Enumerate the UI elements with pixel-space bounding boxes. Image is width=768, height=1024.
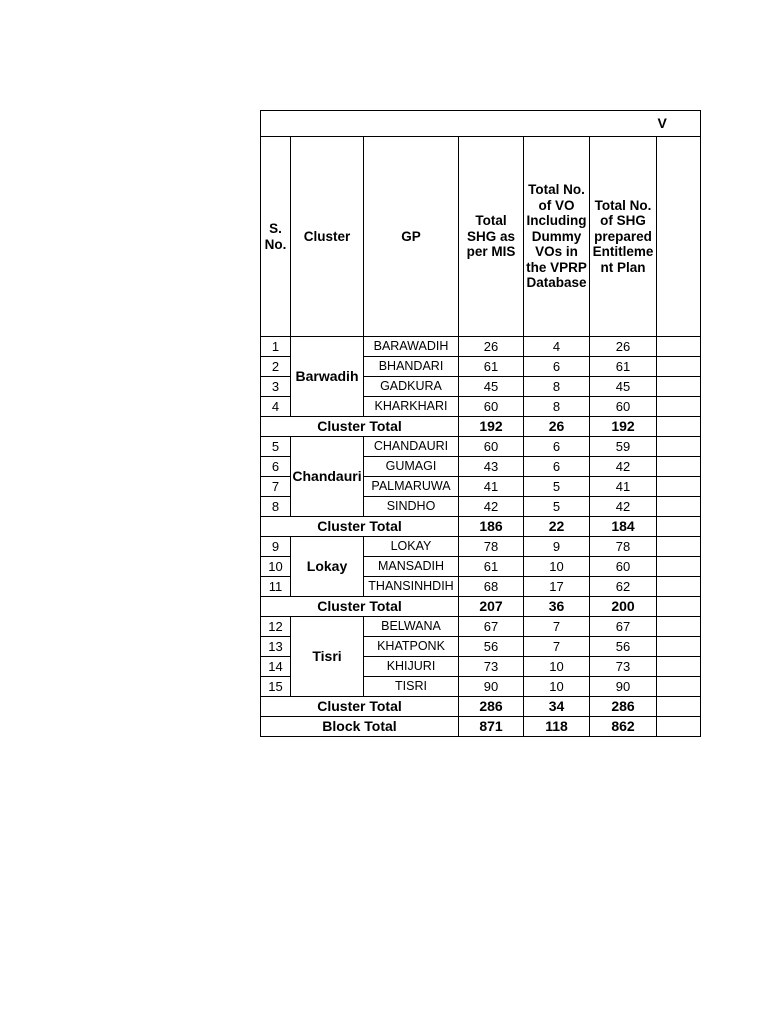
sno-cell: 7 [261, 477, 291, 497]
overflow-cell [657, 477, 701, 497]
overflow-cell [657, 577, 701, 597]
header-overflow [657, 137, 701, 337]
total-vo-cell: 6 [524, 437, 590, 457]
table-viewport [260, 110, 667, 750]
cluster-total-row [261, 517, 701, 537]
cluster-total-vo: 26 [524, 417, 590, 437]
cluster-total-row [261, 417, 701, 437]
total-shg-cell: 90 [459, 677, 524, 697]
overflow-cell [657, 517, 701, 537]
shg-plan-cell: 60 [590, 397, 657, 417]
gp-cell: BARAWADIH [364, 337, 459, 357]
overflow-cell [657, 617, 701, 637]
total-shg-cell: 61 [459, 557, 524, 577]
title-row [261, 111, 701, 137]
gp-cell: LOKAY [364, 537, 459, 557]
header-sno: S. No. [261, 137, 291, 337]
table-title: V [657, 111, 701, 137]
overflow-cell [657, 677, 701, 697]
shg-plan-cell: 62 [590, 577, 657, 597]
gp-cell: PALMARUWA [364, 477, 459, 497]
gp-cell: SINDHO [364, 497, 459, 517]
block-total-shg: 871 [459, 717, 524, 737]
gp-cell: TISRI [364, 677, 459, 697]
total-shg-cell: 60 [459, 397, 524, 417]
overflow-cell [657, 637, 701, 657]
sno-cell: 8 [261, 497, 291, 517]
shg-plan-cell: 60 [590, 557, 657, 577]
overflow-cell [657, 557, 701, 577]
total-vo-cell: 5 [524, 477, 590, 497]
overflow-cell [657, 597, 701, 617]
gp-cell: MANSADIH [364, 557, 459, 577]
total-vo-cell: 4 [524, 337, 590, 357]
header-row [261, 137, 701, 337]
gp-cell: BHANDARI [364, 357, 459, 377]
total-vo-cell: 10 [524, 557, 590, 577]
total-vo-cell: 9 [524, 537, 590, 557]
cluster-total-plan: 192 [590, 417, 657, 437]
cluster-total-shg: 207 [459, 597, 524, 617]
total-vo-cell: 8 [524, 377, 590, 397]
total-shg-cell: 73 [459, 657, 524, 677]
cluster-total-vo: 34 [524, 697, 590, 717]
header-gp: GP [364, 137, 459, 337]
shg-plan-cell: 56 [590, 637, 657, 657]
sno-cell: 3 [261, 377, 291, 397]
gp-cell: GADKURA [364, 377, 459, 397]
sno-cell: 11 [261, 577, 291, 597]
shg-plan-cell: 78 [590, 537, 657, 557]
overflow-cell [657, 437, 701, 457]
cluster-name-cell: Lokay [291, 537, 364, 597]
shg-plan-cell: 45 [590, 377, 657, 397]
total-vo-cell: 8 [524, 397, 590, 417]
cluster-total-shg: 192 [459, 417, 524, 437]
cluster-total-label: Cluster Total [261, 517, 459, 537]
gp-cell: KHIJURI [364, 657, 459, 677]
cluster-total-vo: 36 [524, 597, 590, 617]
total-vo-cell: 10 [524, 677, 590, 697]
table-row [261, 617, 701, 637]
overflow-cell [657, 537, 701, 557]
gp-cell: CHANDAURI [364, 437, 459, 457]
cluster-total-shg: 286 [459, 697, 524, 717]
total-shg-cell: 67 [459, 617, 524, 637]
cluster-total-row [261, 597, 701, 617]
block-total-plan: 862 [590, 717, 657, 737]
sno-cell: 15 [261, 677, 291, 697]
sno-cell: 9 [261, 537, 291, 557]
cluster-total-shg: 186 [459, 517, 524, 537]
cluster-total-plan: 184 [590, 517, 657, 537]
gp-cell: BELWANA [364, 617, 459, 637]
block-total-label: Block Total [261, 717, 459, 737]
total-shg-cell: 56 [459, 637, 524, 657]
gp-cell: GUMAGI [364, 457, 459, 477]
cluster-total-plan: 286 [590, 697, 657, 717]
shg-plan-cell: 73 [590, 657, 657, 677]
total-shg-cell: 42 [459, 497, 524, 517]
total-vo-cell: 5 [524, 497, 590, 517]
cluster-name-cell: Tisri [291, 617, 364, 697]
overflow-cell [657, 717, 701, 737]
cluster-total-plan: 200 [590, 597, 657, 617]
shg-plan-cell: 61 [590, 357, 657, 377]
cluster-name-cell: Chandauri [291, 437, 364, 517]
sno-cell: 2 [261, 357, 291, 377]
shg-plan-cell: 41 [590, 477, 657, 497]
overflow-cell [657, 417, 701, 437]
cluster-total-vo: 22 [524, 517, 590, 537]
sno-cell: 6 [261, 457, 291, 477]
total-vo-cell: 10 [524, 657, 590, 677]
total-vo-cell: 7 [524, 617, 590, 637]
total-shg-cell: 68 [459, 577, 524, 597]
sno-cell: 14 [261, 657, 291, 677]
gp-cell: KHARKHARI [364, 397, 459, 417]
sno-cell: 12 [261, 617, 291, 637]
total-vo-cell: 6 [524, 457, 590, 477]
shg-plan-cell: 90 [590, 677, 657, 697]
total-shg-cell: 43 [459, 457, 524, 477]
shg-plan-cell: 59 [590, 437, 657, 457]
overflow-cell [657, 657, 701, 677]
sno-cell: 4 [261, 397, 291, 417]
cluster-name-cell: Barwadih [291, 337, 364, 417]
sno-cell: 13 [261, 637, 291, 657]
overflow-cell [657, 457, 701, 477]
table-row [261, 437, 701, 457]
shg-plan-cell: 26 [590, 337, 657, 357]
overflow-cell [657, 697, 701, 717]
total-vo-cell: 17 [524, 577, 590, 597]
total-shg-cell: 60 [459, 437, 524, 457]
overflow-cell [657, 337, 701, 357]
gp-cell: KHATPONK [364, 637, 459, 657]
total-shg-cell: 78 [459, 537, 524, 557]
shg-plan-cell: 67 [590, 617, 657, 637]
block-total-row [261, 717, 701, 737]
sno-cell: 10 [261, 557, 291, 577]
shg-plan-cell: 42 [590, 497, 657, 517]
table-row [261, 537, 701, 557]
total-vo-cell: 7 [524, 637, 590, 657]
shg-plan-cell: 42 [590, 457, 657, 477]
table-row [261, 337, 701, 357]
gp-cell: THANSINHDIH [364, 577, 459, 597]
cluster-total-row [261, 697, 701, 717]
total-shg-cell: 41 [459, 477, 524, 497]
overflow-cell [657, 357, 701, 377]
block-total-vo: 118 [524, 717, 590, 737]
title-spacer [261, 111, 657, 137]
header-cluster: Cluster [291, 137, 364, 337]
total-vo-cell: 6 [524, 357, 590, 377]
header-shg-plan: Total No. of SHG prepared Entitleme nt Plan [590, 137, 657, 337]
shg-summary-table [260, 110, 701, 737]
sno-cell: 1 [261, 337, 291, 357]
header-total-vo: Total No. of VO Including Dummy VOs in the VPRP Database [524, 137, 590, 337]
overflow-cell [657, 397, 701, 417]
header-total-shg: Total SHG as per MIS [459, 137, 524, 337]
total-shg-cell: 61 [459, 357, 524, 377]
cluster-total-label: Cluster Total [261, 697, 459, 717]
sno-cell: 5 [261, 437, 291, 457]
cluster-total-label: Cluster Total [261, 417, 459, 437]
total-shg-cell: 26 [459, 337, 524, 357]
overflow-cell [657, 377, 701, 397]
total-shg-cell: 45 [459, 377, 524, 397]
cluster-total-label: Cluster Total [261, 597, 459, 617]
overflow-cell [657, 497, 701, 517]
